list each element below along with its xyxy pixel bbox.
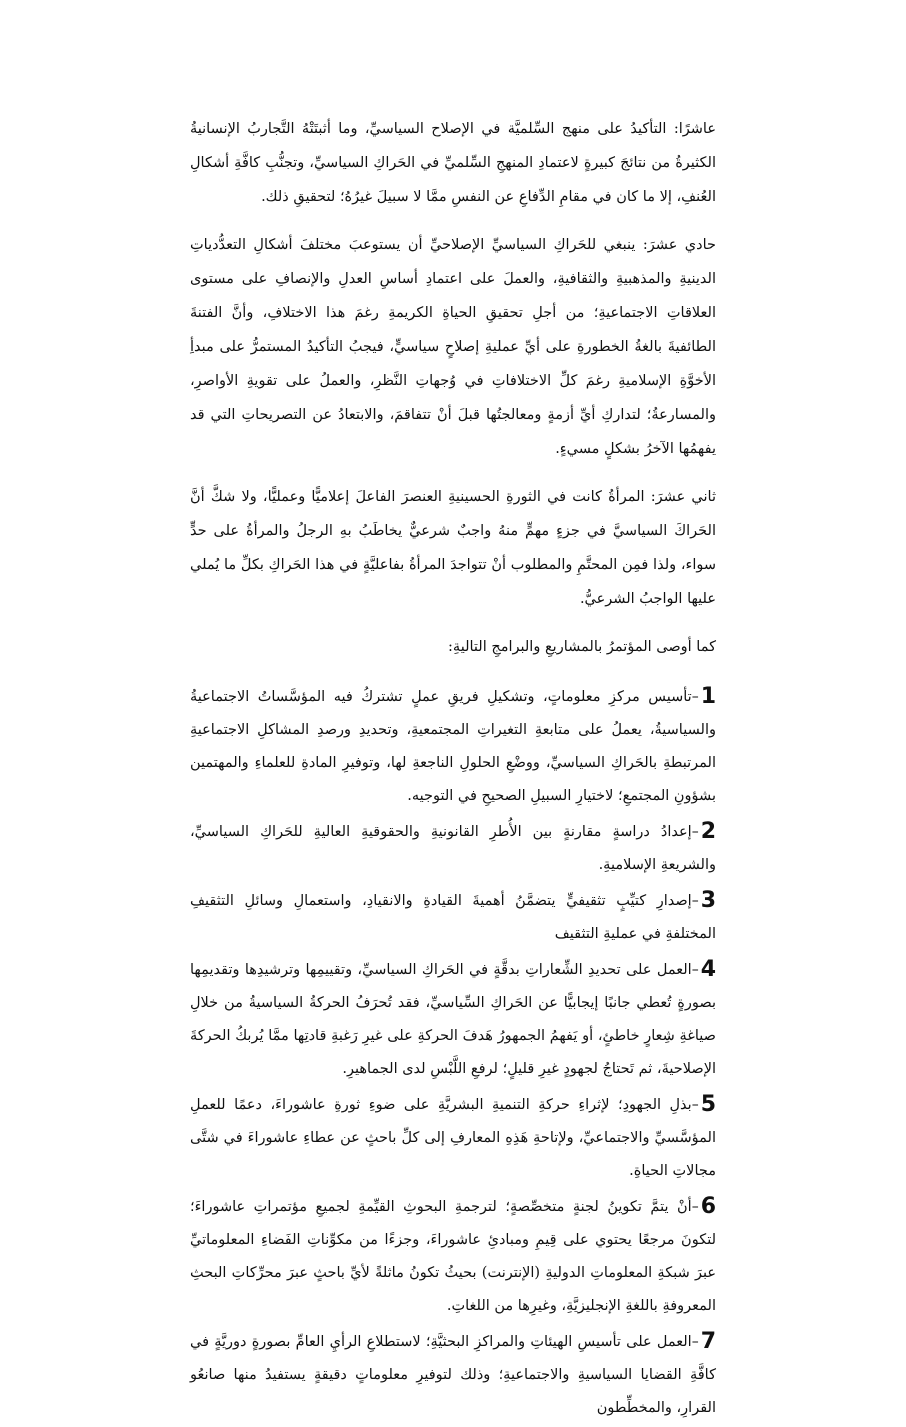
item-number: 4 [700,957,716,982]
list-item: 3–إصدارِ كتيِّبٍ تثقيفيٍّ يتضمَّنُ أهميةَ القيادةِ والانقيادِ، واستعمالِ وسائلِ التثقيفِ المختلفةِ في عمليةِ التثقيف [190,888,716,942]
item-text: إعدادُ دراسةٍ مقارنةٍ بين الأُطرِ القانونيةِ والحقوقيةِ العاليةِ للحَراكِ السياسيِّ، والشريعةِ الإسلاميةِ. [190,824,716,873]
paragraph-twelfth: ثاني عشرَ: المرأةُ كانت في الثورةِ الحسينيةِ العنصرَ الفاعلَ إعلاميًّا وعمليًّا، ولا شكَّ أنَّ الحَراكَ السياسيَّ في جزءٍ مهمٍّ منهُ واجبٌ شرعيٌّ يخاطَبُ بهِ الرجلُ والمرأةُ على حدٍّ سواء، ولذا فمِن المحتَّمِ والمطلوب أنْ تتواجدَ المرأةُ بفاعليَّةٍ في هذا الحَراكِ بكلِّ ما يُملي عليها الواجبُ الشرعيُّ. [190,489,716,607]
item-number: 6 [700,1194,716,1219]
item-text: بذلِ الجهودِ؛ لإثراءِ حركةِ التنميةِ البشريَّةِ على ضوءِ ثورةِ عاشوراءَ، دعمًا للعملِ المؤسَّسيِّ والاجتماعيِّ، ولإتاحةِ هَذِهِ المعارفِ إلى كلِّ باحثٍ عن عطاءِ عاشوراءَ في شتَّى مجالاتِ الحياةِ. [190,1097,716,1179]
item-number: 3 [700,888,716,913]
item-number: 1 [700,684,716,709]
list-item: 2–إعدادُ دراسةٍ مقارنةٍ بين الأُطرِ القانونيةِ والحقوقيةِ العاليةِ للحَراكِ السياسيِّ، والشريعةِ الإسلاميةِ. [190,819,716,873]
item-text: إصدارِ كتيِّبٍ تثقيفيٍّ يتضمَّنُ أهميةَ القيادةِ والانقيادِ، واستعمالِ وسائلِ التثقيفِ المختلفةِ في عمليةِ التثقيف [190,893,716,942]
list-item: 5–بذلِ الجهودِ؛ لإثراءِ حركةِ التنميةِ البشريَّةِ على ضوءِ ثورةِ عاشوراءَ، دعمًا للعملِ المؤسَّسيِّ والاجتماعيِّ، ولإتاحةِ هَذِهِ المعارفِ إلى كلِّ باحثٍ عن عطاءِ عاشوراءَ في شتَّى مجالاتِ الحياةِ. [190,1092,716,1179]
list-item: 6–أنْ يتمَّ تكوينُ لجنةٍ متخصِّصةٍ؛ لترجمةِ البحوثِ القيِّمةِ لجميعِ مؤتمراتِ عاشوراءَ؛ لتكونَ مرجعًا يحتوي على قِيمِ ومبادئِ عاشوراءَ، وجزءًا من مكوِّناتِ الفَضاءِ المعلوماتيِّ عبرَ شبكةِ المعلوماتِ الدوليةِ (الإنترنت) بحيثُ تكونُ ماثلةً لأيِّ باحثٍ عبرَ محرِّكاتِ البحثِ المعروفةِ باللغةِ الإنجليزيَّةِ، وغيرِها من اللغاتِ. [190,1194,716,1314]
projects-list [190,680,716,1425]
item-number: 5 [700,1092,716,1117]
list-item: 1–تأسيس مركزِ معلوماتٍ، وتشكيلِ فريقِ عملٍ تشتركُ فيه المؤسَّساتُ الاجتماعيةُ والسياسيةُ، يعملُ على متابعةِ التغيراتِ المجتمعيةِ، وتحديدِ ورصدِ المشاكلِ الاجتماعيةِ المرتبطةِ بالحَراكِ السياسيِّ، ووضْعِ الحلولِ الناجعةِ لها، وتوفيرِ المادةِ للعلماءِ والمهتمين بشؤونِ المجتمعِ؛ لاختيارِ السبيلِ الصحيحِ في التوجيه. [190,684,716,804]
item-number: 7 [700,1329,716,1354]
paragraph-tenth: عاشرًا: التأكيدُ على منهج السِّلميَّة في الإصلاح السياسيِّ، وما أثبتَتْهُ التَّجاربُ الإنسانيةُ الكثيرةُ من نتائجَ كبيرةٍ لاعتمادِ المنهجِ السِّلميِّ في الحَراكِ السياسيِّ، وتجنُّبِ كافَّةِ أشكالِ العُنفِ، إلا ما كان في مقامِ الدِّفاعِ عن النفسِ ممَّا لا سبيلَ غيرُهُ؛ لتحقيقِ ذلك. [190,121,716,205]
item-text: أنْ يتمَّ تكوينُ لجنةٍ متخصِّصةٍ؛ لترجمةِ البحوثِ القيِّمةِ لجميعِ مؤتمراتِ عاشوراءَ؛ لتكونَ مرجعًا يحتوي على قِيمِ ومبادئِ عاشوراءَ، وجزءًا من مكوِّناتِ الفَضاءِ المعلوماتيِّ عبرَ شبكةِ المعلوماتِ الدوليةِ (الإنترنت) بحيثُ تكونُ ماثلةً لأيِّ باحثٍ عبرَ محرِّكاتِ البحثِ المعروفةِ باللغةِ الإنجليزيَّةِ، وغيرِها من اللغاتِ. [190,1199,716,1314]
list-item: 4–العمل على تحديدِ الشِّعاراتِ بدقَّةٍ في الحَراكِ السياسيِّ، وتقييمِها وترشيدِها وتقديمِها بصورةٍ تُعطي جانبًا إيجابيًّا عن الحَراكِ السِّياسيِّ، فقد تُحرَفُ الحركةُ السياسيةُ من خلالِ صياغةِ شِعارٍ خاطئٍ، أو يَفهمُ الجمهورُ هَدفَ الحركةِ على غيرِ رَغبةِ قادتِها ممَّا يُربكُ الحركةَ الإصلاحيةَ، ثم تَحتاجُ لجهودٍ غيرِ قليلٍ؛ لرفعِ اللَّبْسِ لدى الجماهيرِ. [190,957,716,1077]
item-text: العمل على تأسيسِ الهيئاتِ والمراكزِ البحثيَّةِ؛ لاستطلاعِ الرأيِ العامِّ بصورةٍ دوريَّةٍ في كافَّةِ القضايا السياسيةِ والاجتماعيةِ؛ وذلك لتوفيرِ معلوماتٍ دقيقةٍ يستفيدُ منها صانعُو القرارِ، والمخطِّطون [190,1334,716,1416]
item-text: العمل على تحديدِ الشِّعاراتِ بدقَّةٍ في الحَراكِ السياسيِّ، وتقييمِها وترشيدِها وتقديمِها بصورةٍ تُعطي جانبًا إيجابيًّا عن الحَراكِ السِّياسيِّ، فقد تُحرَفُ الحركةُ السياسيةُ من خلالِ صياغةِ شِعارٍ خاطئٍ، أو يَفهمُ الجمهورُ هَدفَ الحركةِ على غيرِ رَغبةِ قادتِها ممَّا يُربكُ الحركةَ الإصلاحيةَ، ثم تَحتاجُ لجهودٍ غيرِ قليلٍ؛ لرفعِ اللَّبْسِ لدى الجماهيرِ. [190,962,716,1077]
list-item: 7–العمل على تأسيسِ الهيئاتِ والمراكزِ البحثيَّةِ؛ لاستطلاعِ الرأيِ العامِّ بصورةٍ دوريَّةٍ في كافَّةِ القضايا السياسيةِ والاجتماعيةِ؛ وذلك لتوفيرِ معلوماتٍ دقيقةٍ يستفيدُ منها صانعُو القرارِ، والمخطِّطون [190,1329,716,1416]
item-text: تأسيس مركزِ معلوماتٍ، وتشكيلِ فريقِ عملٍ تشتركُ فيه المؤسَّساتُ الاجتماعيةُ والسياسيةُ، يعملُ على متابعةِ التغيراتِ المجتمعيةِ، وتحديدِ ورصدِ المشاكلِ الاجتماعيةِ المرتبطةِ بالحَراكِ السياسيِّ، ووضْعِ الحلولِ الناجعةِ لها، وتوفيرِ المادةِ للعلماءِ والمهتمين بشؤونِ المجتمعِ؛ لاختيارِ السبيلِ الصحيحِ في التوجيه. [190,689,716,804]
recommendations-intro: كما أوصى المؤتمرُ بالمشاريعِ والبرامجِ التاليةِ: [448,639,716,655]
paragraph-eleventh: حادي عشرَ: ينبغي للحَراكِ السياسيِّ الإصلاحيِّ أن يستوعبَ مختلفَ أشكالِ التعدُّدياتِ الدينيةِ والمذهبيةِ والثقافيةِ، والعملَ على اعتمادِ أساسِ العدلِ والإنصافِ على مستوى العلاقاتِ الاجتماعيةِ؛ من أجلِ تحقيقِ الحياةِ الكريمةِ رغمَ هذا الاختلافِ، وأنَّ الفتنةَ الطائفيةَ بالغةُ الخطورةِ على أيِّ عمليةِ إصلاحٍ سياسيٍّ، فيجبُ التأكيدُ المستمرُّ على مبدأِ الأخوَّةِ الإسلاميةِ رغمَ كلِّ الاختلافاتِ في وُجهاتِ النَّظرِ، والعملُ على تقويةِ الأواصرِ، والمسارعةُ؛ لتداركِ أيِّ أزمةٍ ومعالجتُها قبلَ أنْ تتفاقمَ، والابتعادُ عن التصريحاتِ التي قد يفهمُها الآخرُ بشكلٍ مسيءٍ. [190,237,716,457]
item-number: 2 [700,819,716,844]
document-page [190,112,716,1427]
